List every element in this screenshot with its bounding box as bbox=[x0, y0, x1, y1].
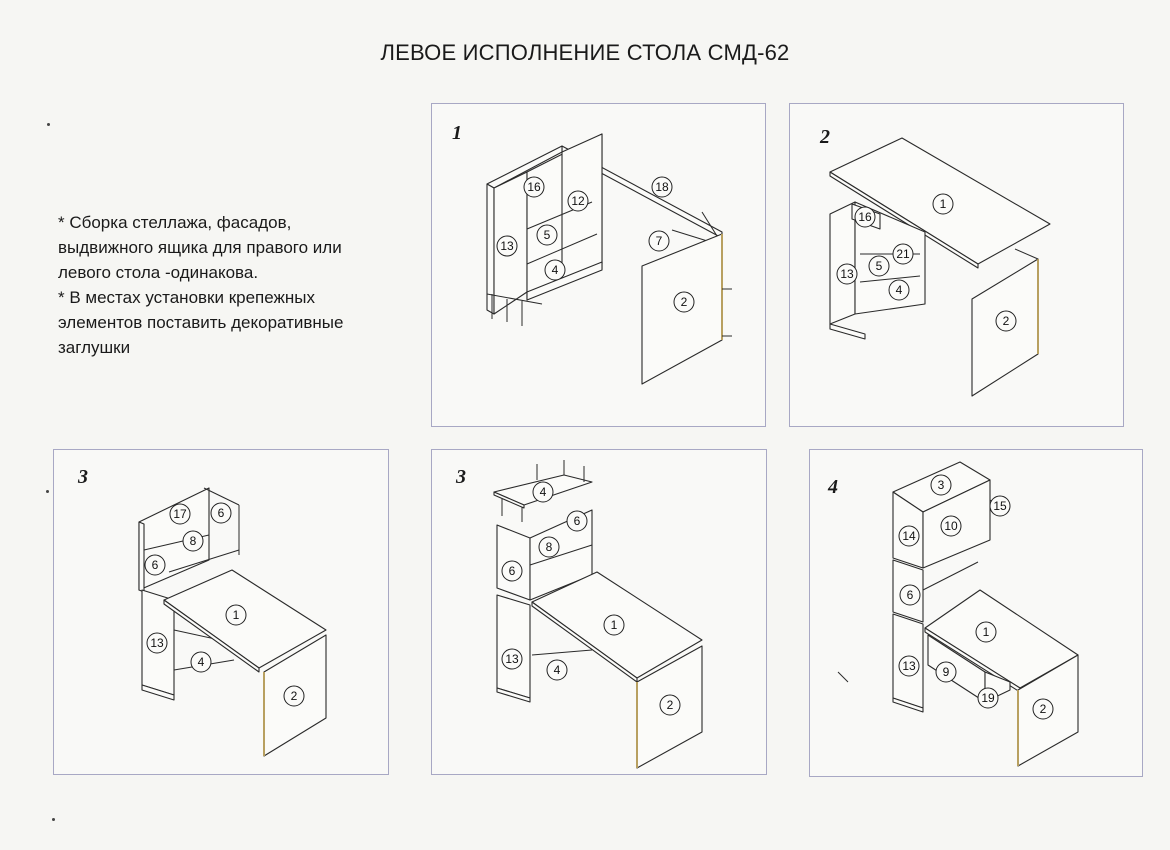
part-label bbox=[545, 260, 565, 280]
part-label bbox=[537, 225, 557, 245]
svg-text:4: 4 bbox=[551, 263, 559, 277]
part-label bbox=[533, 482, 553, 502]
svg-text:13: 13 bbox=[840, 267, 854, 281]
svg-text:17: 17 bbox=[173, 507, 187, 521]
part-label bbox=[191, 652, 211, 672]
diagram-panel-1 bbox=[431, 103, 766, 427]
part-label bbox=[900, 585, 920, 605]
step-number: 4 bbox=[828, 476, 838, 498]
part-label bbox=[497, 236, 517, 256]
svg-text:16: 16 bbox=[527, 180, 541, 194]
part-label bbox=[869, 256, 889, 276]
svg-text:2: 2 bbox=[680, 295, 688, 309]
svg-text:5: 5 bbox=[543, 228, 551, 242]
part-label bbox=[889, 280, 909, 300]
part-label bbox=[996, 311, 1016, 331]
diagram-panel-5 bbox=[809, 449, 1143, 777]
svg-text:7: 7 bbox=[655, 234, 663, 248]
svg-text:2: 2 bbox=[1039, 702, 1047, 716]
part-label bbox=[652, 177, 672, 197]
part-label bbox=[855, 207, 875, 227]
part-label bbox=[502, 561, 522, 581]
scan-speck bbox=[46, 490, 49, 493]
svg-text:3: 3 bbox=[937, 478, 945, 492]
svg-text:14: 14 bbox=[902, 529, 916, 543]
part-label bbox=[226, 605, 246, 625]
part-label bbox=[899, 526, 919, 546]
svg-text:2: 2 bbox=[1002, 314, 1010, 328]
note-2: * В местах установки крепежных элементов поставить декоративные заглушки bbox=[58, 288, 344, 357]
upper-shelf-assembly-drawing bbox=[54, 450, 388, 774]
part-label bbox=[976, 622, 996, 642]
svg-text:6: 6 bbox=[573, 514, 581, 528]
part-label bbox=[660, 695, 680, 715]
part-label bbox=[674, 292, 694, 312]
scan-speck bbox=[47, 123, 50, 126]
part-label bbox=[990, 496, 1010, 516]
svg-text:13: 13 bbox=[505, 652, 519, 666]
part-label bbox=[893, 244, 913, 264]
part-label bbox=[936, 662, 956, 682]
part-label bbox=[941, 516, 961, 536]
svg-text:6: 6 bbox=[151, 558, 159, 572]
svg-text:9: 9 bbox=[942, 665, 950, 679]
part-label bbox=[604, 615, 624, 635]
step-number: 2 bbox=[820, 126, 830, 148]
svg-text:8: 8 bbox=[189, 534, 197, 548]
part-label bbox=[649, 231, 669, 251]
part-label bbox=[539, 537, 559, 557]
svg-text:6: 6 bbox=[217, 506, 225, 520]
part-label bbox=[899, 656, 919, 676]
part-label bbox=[931, 475, 951, 495]
part-label bbox=[145, 555, 165, 575]
svg-text:4: 4 bbox=[553, 663, 561, 677]
page-title: ЛЕВОЕ ИСПОЛНЕНИЕ СТОЛА СМД-62 bbox=[380, 40, 790, 65]
step-number: 3 bbox=[456, 466, 466, 488]
svg-text:2: 2 bbox=[666, 698, 674, 712]
part-label bbox=[1033, 699, 1053, 719]
assembly-notes bbox=[58, 210, 418, 360]
svg-text:4: 4 bbox=[895, 283, 903, 297]
part-label bbox=[567, 511, 587, 531]
part-label bbox=[568, 191, 588, 211]
svg-text:1: 1 bbox=[939, 197, 947, 211]
step-number: 1 bbox=[452, 122, 462, 144]
svg-text:8: 8 bbox=[545, 540, 553, 554]
svg-text:4: 4 bbox=[539, 485, 547, 499]
diagram-panel-4 bbox=[431, 449, 767, 775]
svg-text:19: 19 bbox=[981, 691, 995, 705]
part-label bbox=[147, 633, 167, 653]
part-label bbox=[183, 531, 203, 551]
svg-text:12: 12 bbox=[571, 194, 585, 208]
part-label bbox=[524, 177, 544, 197]
svg-text:18: 18 bbox=[655, 180, 669, 194]
svg-text:13: 13 bbox=[150, 636, 164, 650]
svg-text:1: 1 bbox=[982, 625, 990, 639]
svg-text:10: 10 bbox=[944, 519, 958, 533]
svg-text:2: 2 bbox=[290, 689, 298, 703]
part-label bbox=[211, 503, 231, 523]
svg-text:21: 21 bbox=[896, 247, 910, 261]
part-label bbox=[933, 194, 953, 214]
tabletop-and-shelf-drawing bbox=[790, 104, 1123, 426]
top-shelf-installation-drawing bbox=[432, 450, 766, 774]
final-assembly-drawing bbox=[810, 450, 1142, 776]
diagram-panel-3 bbox=[53, 449, 389, 775]
part-label bbox=[502, 649, 522, 669]
part-label bbox=[837, 264, 857, 284]
svg-text:1: 1 bbox=[232, 608, 240, 622]
note-1: * Сборка стеллажа, фасадов, выдвижного ящика для правого или левого стола -одинакова. bbox=[58, 213, 342, 282]
svg-text:15: 15 bbox=[993, 499, 1007, 513]
scan-speck bbox=[52, 818, 55, 821]
svg-text:6: 6 bbox=[508, 564, 516, 578]
part-label bbox=[170, 504, 190, 524]
shelf-and-side-panel-drawing bbox=[432, 104, 765, 426]
part-label bbox=[547, 660, 567, 680]
part-label bbox=[284, 686, 304, 706]
svg-text:16: 16 bbox=[858, 210, 872, 224]
step-number: 3 bbox=[78, 466, 88, 488]
diagram-panel-2 bbox=[789, 103, 1124, 427]
svg-text:6: 6 bbox=[906, 588, 914, 602]
svg-text:13: 13 bbox=[902, 659, 916, 673]
svg-text:13: 13 bbox=[500, 239, 514, 253]
svg-text:4: 4 bbox=[197, 655, 205, 669]
part-label bbox=[978, 688, 998, 708]
svg-text:1: 1 bbox=[610, 618, 618, 632]
svg-text:5: 5 bbox=[875, 259, 883, 273]
